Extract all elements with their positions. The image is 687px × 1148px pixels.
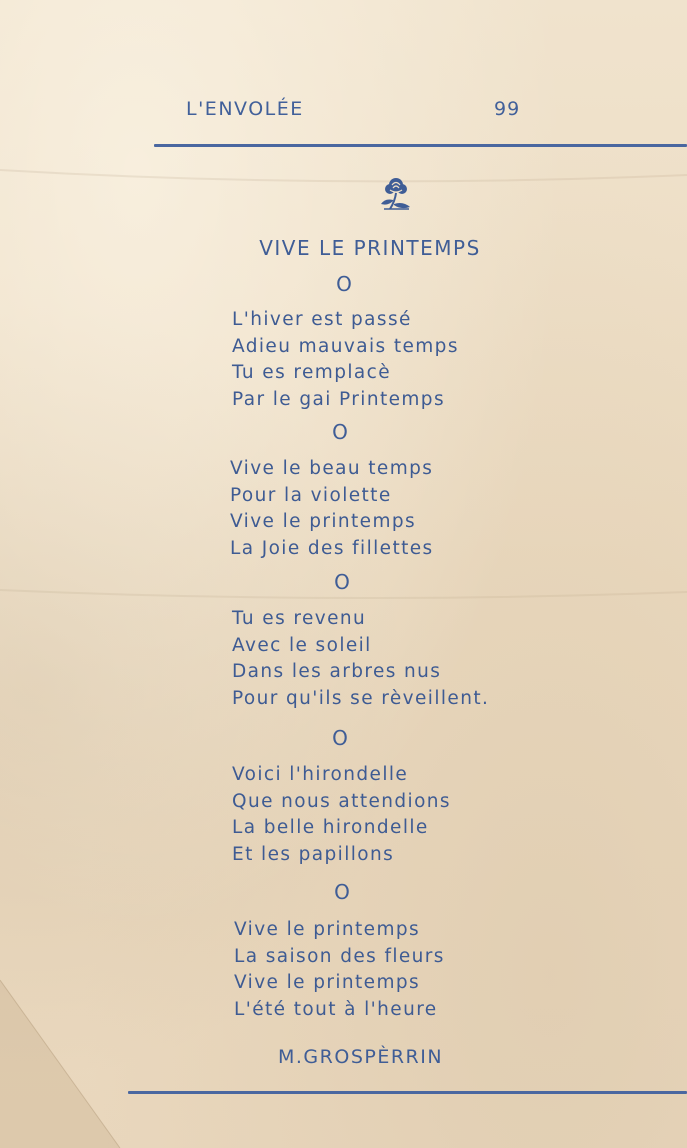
poem-line: Dans les arbres nus — [232, 661, 442, 682]
poem-line: Voici l'hirondelle — [232, 764, 409, 785]
poem-line: Vive le printemps — [234, 919, 421, 940]
stanza-separator: O — [336, 272, 352, 296]
page-header — [186, 98, 526, 128]
page-number: 99 — [494, 98, 521, 120]
header-rule — [154, 144, 687, 147]
poem-line: Pour la violette — [230, 484, 392, 506]
poem-line: Vive le beau temps — [230, 458, 434, 479]
footer-rule — [128, 1091, 687, 1094]
poem-line: Vive le printemps — [230, 511, 417, 532]
running-title: L'ENVOLÉE — [186, 98, 304, 120]
rose-flower-icon — [376, 174, 416, 214]
stanza-separator: O — [334, 880, 350, 904]
stanza-2 — [230, 456, 434, 562]
poem-line: Avec le soleil — [232, 634, 372, 656]
poem-author: M.GROSPÈRRIN — [278, 1046, 444, 1068]
poem-line: Pour qu'ils se rèveillent. — [232, 687, 490, 709]
poem-line: L'été tout à l'heure — [234, 998, 438, 1020]
poem-line: Et les papillons — [232, 843, 395, 865]
stanza-5 — [234, 917, 445, 1023]
stanza-3 — [232, 606, 489, 712]
poem-line: Tu es remplacè — [232, 362, 391, 383]
stanza-1 — [232, 307, 459, 413]
poem-line: La Joie des fillettes — [230, 537, 434, 559]
stanza-separator: O — [334, 570, 350, 594]
poem-title: VIVE LE PRINTEMPS — [259, 236, 481, 260]
poem-line: Que nous attendions — [232, 790, 451, 812]
poem-line: La belle hirondelle — [232, 817, 429, 838]
poem-line: Tu es revenu — [232, 608, 367, 629]
poem-line: Adieu mauvais temps — [232, 335, 459, 357]
stanza-4 — [232, 762, 451, 868]
stanza-separator: O — [332, 420, 348, 444]
poem-line: L'hiver est passé — [232, 309, 412, 330]
stanza-separator: O — [332, 726, 348, 750]
poem-line: Vive le printemps — [234, 972, 421, 993]
poem-line: La saison des fleurs — [234, 945, 445, 967]
poem-line: Par le gai Printemps — [232, 388, 445, 410]
